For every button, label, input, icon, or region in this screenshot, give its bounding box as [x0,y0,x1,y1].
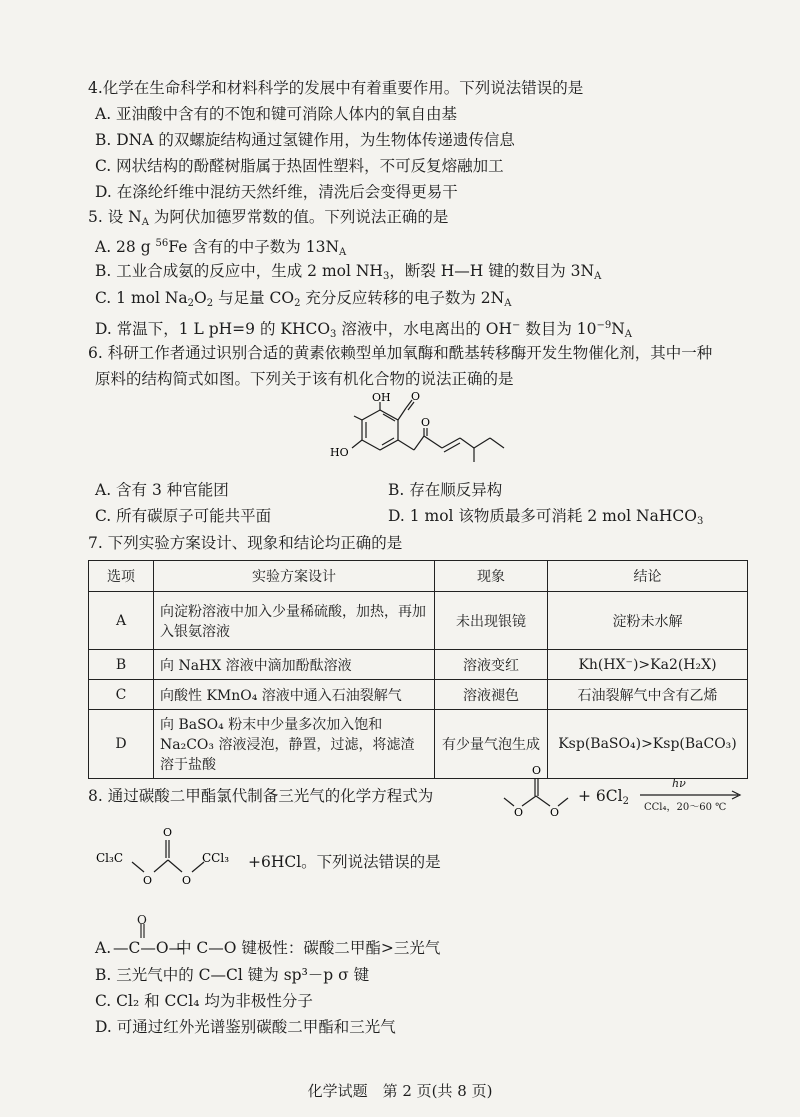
q8-option-a: 中 C—O 键极性：碳酸二甲酯>三光气 [176,939,441,957]
cell-conclusion: Ksp(BaSO₄)>Ksp(BaCO₃) [548,710,748,779]
cell-option: C [89,680,154,710]
subscript: 2 [187,298,195,309]
q8-a-struct-o: O [137,913,147,927]
subscript: 3 [330,329,337,340]
dimethyl-carbonate-structure [500,762,570,822]
q4-option-a: A. 亚油酸中含有的不饱和键可消除人体内的氧自由基 [95,105,458,123]
q6-option-b: B. 存在顺反异构 [388,481,503,499]
text-part: 数目为 10 [520,320,597,338]
q5-option-b [95,261,601,287]
arrow-condition-bottom: CCl₄，20～60 ℃ [644,802,727,813]
cell-conclusion: 淀粉未水解 [548,592,748,650]
q8-option-b: B. 三光气中的 C—Cl 键为 sp³－p σ 键 [95,966,370,984]
q5-option-d [95,316,632,345]
subscript: A [594,271,602,282]
dmc-ether-o-right: O [550,806,560,819]
q8-option-c: C. Cl₂ 和 CCl₄ 均为非极性分子 [95,992,313,1010]
q4-option-d: D. 在涤纶纤维中混纺天然纤维，清洗后会变得更易干 [95,183,458,201]
substituent-bonds [352,400,504,462]
q7-experiment-table [88,560,748,779]
triphosgene-ether-o-right: O [182,874,192,887]
q8-option-a-label: A. [95,939,112,957]
header-option: 选项 [89,561,154,592]
arrow-condition-top: hν [672,777,686,790]
q6-option-a: A. 含有 3 种官能团 [95,481,229,499]
text-part: D. 常温下，1 L pH=9 的 KHCO [95,320,331,338]
cell-design: 向 BaSO₄ 粉末中少量多次加入饱和 Na₂CO₃ 溶液浸泡，静置，过滤，将滤渣溶于盐酸 [154,710,435,779]
subscript: 2 [622,796,629,807]
q8-stem: 8. 通过碳酸二甲酯氯代制备三光气的化学方程式为 [88,787,434,805]
q8-a-struct: —C—O— [113,939,185,957]
superscript: −9 [596,320,612,331]
subscript: 2 [294,298,301,309]
cell-option: B [89,650,154,680]
cell-phenomenon: 未出现银镜 [435,592,548,650]
q6-structure-diagram [320,392,520,472]
triphosgene-ether-o-left: O [143,874,153,887]
table-row [89,680,748,710]
q7-stem: 7. 下列实验方案设计、现象和结论均正确的是 [88,534,403,552]
q6-stem-line1: 6. 科研工作者通过识别合适的黄素依赖型单加氧酶和酰基转移酶开发生物催化剂，其中一种 [88,344,713,362]
oh-top-label: OH [372,392,391,404]
dmc-ether-o-left: O [514,806,524,819]
subscript: A [624,329,633,340]
q5-option-c [95,288,511,314]
superscript: 56 [155,238,169,249]
text-part: 与足量 CO [213,289,295,307]
cell-phenomenon: 溶液变红 [435,650,548,680]
q4-option-c: C. 网状结构的酚醛树脂属于热固性塑料，不可反复熔融加工 [95,157,504,175]
dmc-carbonyl-o: O [532,764,542,777]
q5-stem-part: 5. 设 N [88,208,142,226]
table-header-row [89,561,748,592]
header-conclusion: 结论 [548,561,748,592]
triphosgene-structure [96,820,246,890]
table-row [89,592,748,650]
subscript: 3 [696,516,704,527]
q5-stem [88,207,448,233]
text-part: + 6Cl [578,787,623,805]
cell-design: 向酸性 KMnO₄ 溶液中通入石油裂解气 [154,680,435,710]
cell-option: D [89,710,154,779]
cell-phenomenon: 溶液褪色 [435,680,548,710]
q8-option-d: D. 可通过红外光谱鉴别碳酸二甲酯和三光气 [95,1018,396,1036]
q5-option-a [95,234,346,263]
q8-cl2-reactant [578,786,629,812]
q6-option-d [388,506,703,532]
subscript: 2 [206,298,214,309]
q6-option-c: C. 所有碳原子可能共平面 [95,507,272,525]
text-part: D. 1 mol 该物质最多可消耗 2 mol NaHCO [388,507,697,525]
q5-stem-part: 为阿伏加德罗常数的值。下列说法正确的是 [148,208,449,226]
triphosgene-ccl3-left: Cl₃C [96,851,124,865]
subscript: A [339,247,347,258]
subscript: 3 [382,271,390,282]
text-part: O [194,289,207,307]
text-part: A. 28 g [95,238,156,256]
text-part: ，断裂 H—H 键的数目为 3N [389,262,595,280]
table-row [89,710,748,779]
cell-option: A [89,592,154,650]
aldehyde-o-label: O [411,392,421,403]
table-row [89,650,748,680]
q5-stem-sub: A [141,217,149,228]
header-phenomenon: 现象 [435,561,548,592]
header-design: 实验方案设计 [154,561,435,592]
text-part: 溶液中，水电离出的 OH [336,320,513,338]
benzene-ring [362,410,398,450]
text-part: Fe 含有的中子数为 13N [168,238,340,256]
superscript: − [512,320,521,331]
q4-option-b: B. DNA 的双螺旋结构通过氢键作用，为生物体传递遗传信息 [95,131,515,149]
cell-design: 向淀粉溶液中加入少量稀硫酸，加热，再加入银氨溶液 [154,592,435,650]
cell-phenomenon: 有少量气泡生成 [435,710,548,779]
cell-conclusion: Kh(HX⁻)>Ka2(H₂X) [548,650,748,680]
q8-products-tail: +6HCl。下列说法错误的是 [248,853,441,871]
triphosgene-ccl3-right: CCl₃ [202,851,230,865]
ho-left-label: HO [330,446,349,459]
text-part: 充分反应转移的电子数为 2N [300,289,505,307]
subscript: A [504,298,512,309]
q4-stem: 4.化学在生命科学和材料科学的发展中有着重要作用。下列说法错误的是 [88,79,584,97]
triphosgene-carbonyl-o: O [163,826,173,839]
cell-conclusion: 石油裂解气中含有乙烯 [548,680,748,710]
q6-stem-line2: 原料的结构简式如图。下列关于该有机化合物的说法正确的是 [95,370,514,388]
text-part: B. 工业合成氨的反应中，生成 2 mol NH [95,262,383,280]
page-footer: 化学试题 第 2 页(共 8 页) [307,1082,493,1100]
ketone-o-label: O [421,416,431,429]
cell-design: 向 NaHX 溶液中滴加酚酞溶液 [154,650,435,680]
text-part: C. 1 mol Na [95,289,188,307]
text-part: N [611,320,625,338]
